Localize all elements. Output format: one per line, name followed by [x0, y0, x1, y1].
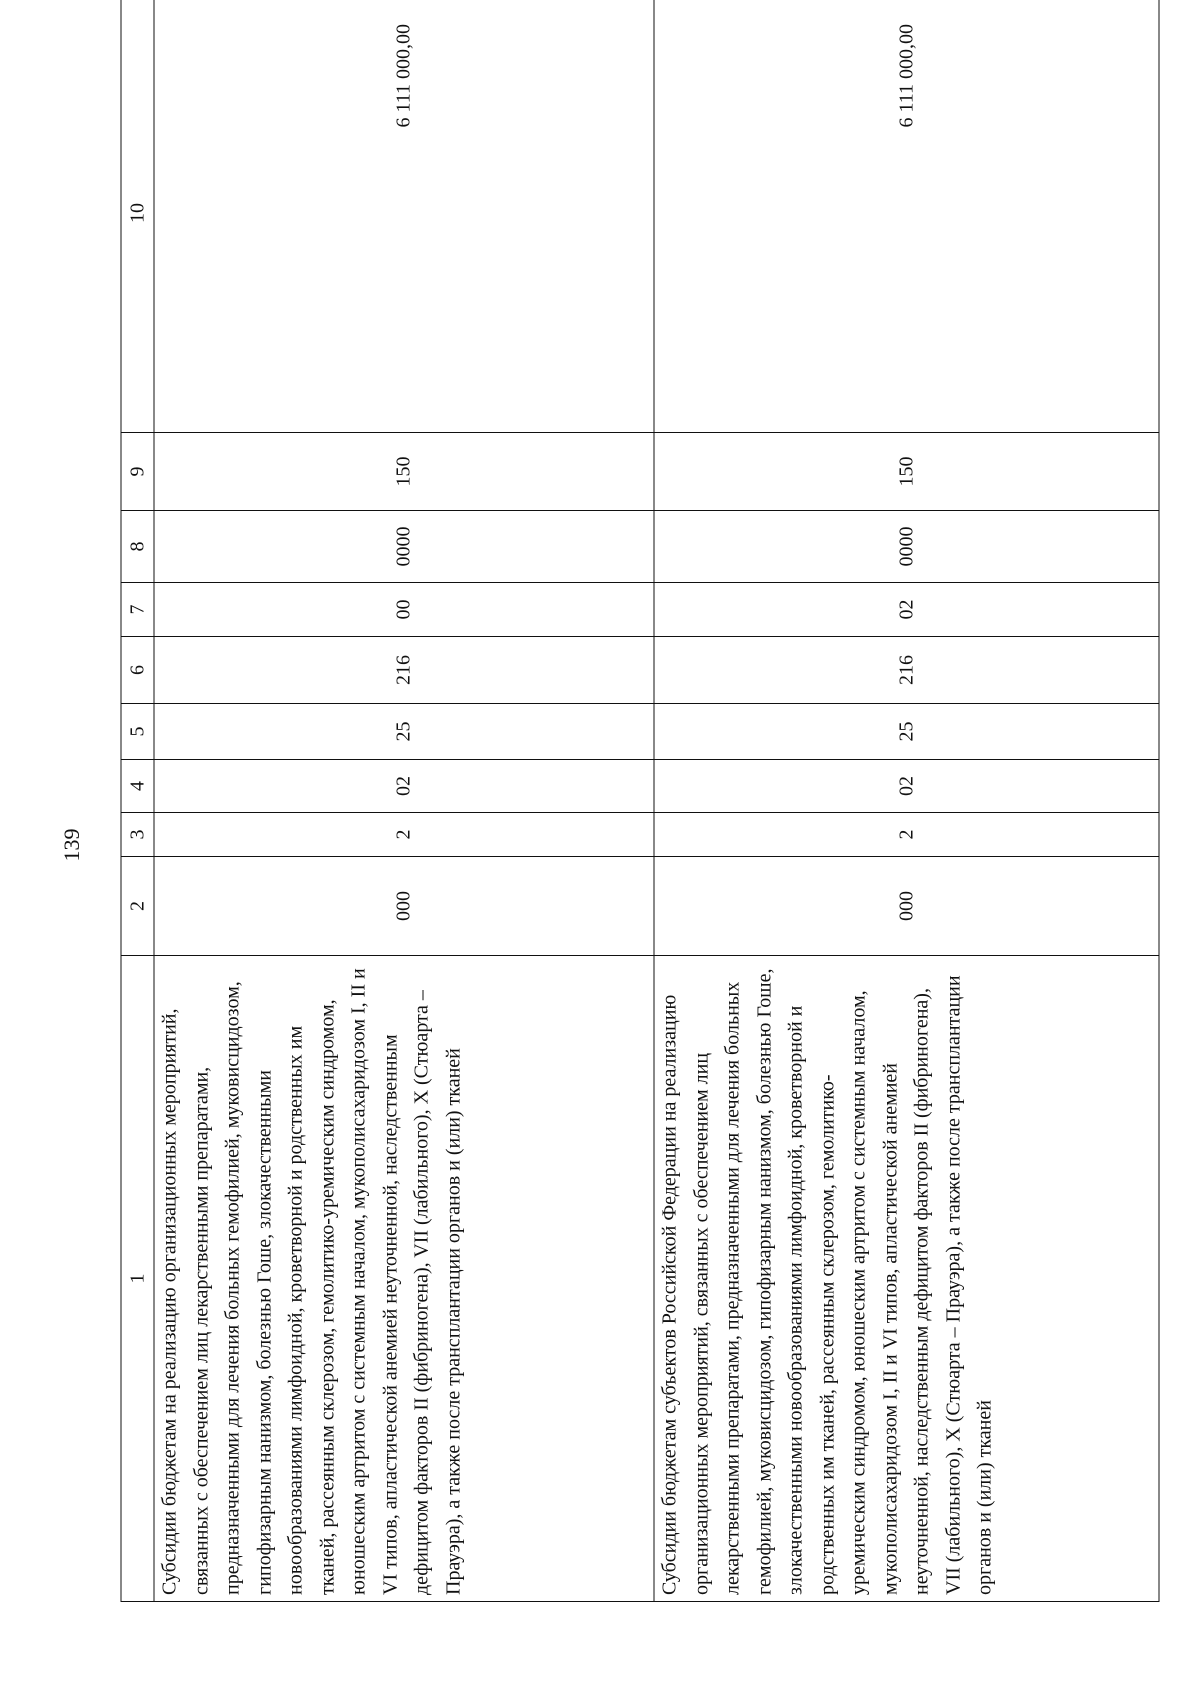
code-cell: 0000 [654, 511, 1159, 583]
column-header: 7 [121, 583, 154, 637]
amount-cell: 6 111 000,00 [654, 0, 1159, 433]
row-description: Субсидии бюджетам на реализацию организационных мероприятий, связанных с обеспечением лиц лекарственными препаратами, предназначенными для лечения больных гемофилией, муковисцидозом, гипофизарным нанизмом, болезнью Гоше, злокачественными новообразованиями лимфоидной, кроветворной и родственных им тканей, рассеянным склерозом, гемолитико-уремическим синдромом, юношеским артритом с системным началом, мукополисахаридозом I, II и VI типов, апластической анемией неуточненной, наследственным дефицитом факторов II (фибриногена), VII (лабильного), X (Стюарта – Прауэра), а также после трансплантации органов и (или) тканей [154, 956, 654, 1602]
column-header: 5 [121, 704, 154, 760]
column-header: 9 [121, 433, 154, 511]
table-row [154, 0, 654, 1602]
code-cell: 02 [654, 760, 1159, 813]
code-cell: 2 [654, 813, 1159, 857]
column-header: 10 [121, 0, 154, 433]
code-cell: 02 [654, 583, 1159, 637]
column-header: 2 [121, 857, 154, 956]
amount-cell: 6 111 000,00 [154, 0, 654, 433]
code-cell: 216 [654, 637, 1159, 704]
code-cell: 150 [654, 433, 1159, 511]
page-number: 139 [59, 828, 84, 862]
code-cell: 00 [154, 583, 654, 637]
code-cell: 02 [154, 760, 654, 813]
code-cell: 000 [654, 857, 1159, 956]
code-cell: 25 [154, 704, 654, 760]
code-cell: 2 [154, 813, 654, 857]
code-cell: 000 [154, 857, 654, 956]
column-header: 8 [121, 511, 154, 583]
code-cell: 150 [154, 433, 654, 511]
code-cell: 0000 [154, 511, 654, 583]
column-header: 1 [121, 956, 154, 1602]
table-header-row [121, 0, 154, 1602]
column-header: 3 [121, 813, 154, 857]
rotated-table-wrapper [121, 24, 1158, 1602]
code-cell: 25 [654, 704, 1159, 760]
column-header: 6 [121, 637, 154, 704]
budget-table [121, 0, 1160, 1602]
table-row [654, 0, 1159, 1602]
row-description: Субсидии бюджетам субъектов Российской Федерации на реализацию организационных мероприятий, связанных с обеспечением лиц лекарственными препаратами, предназначенными для лечения больных гемофилией, муковисцидозом, гипофизарным нанизмом, болезнью Гоше, злокачественными новообразованиями лимфоидной, кроветворной и родственных им тканей, рассеянным склерозом, гемолитико-уремическим синдромом, юношеским артритом с системным началом, мукополисахаридозом I, II и VI типов, апластической анемией неуточненной, наследственным дефицитом факторов II (фибриногена), VII (лабильного), X (Стюарта – Прауэра), а также после трансплантации органов и (или) тканей [654, 956, 1159, 1602]
column-header: 4 [121, 760, 154, 813]
code-cell: 216 [154, 637, 654, 704]
